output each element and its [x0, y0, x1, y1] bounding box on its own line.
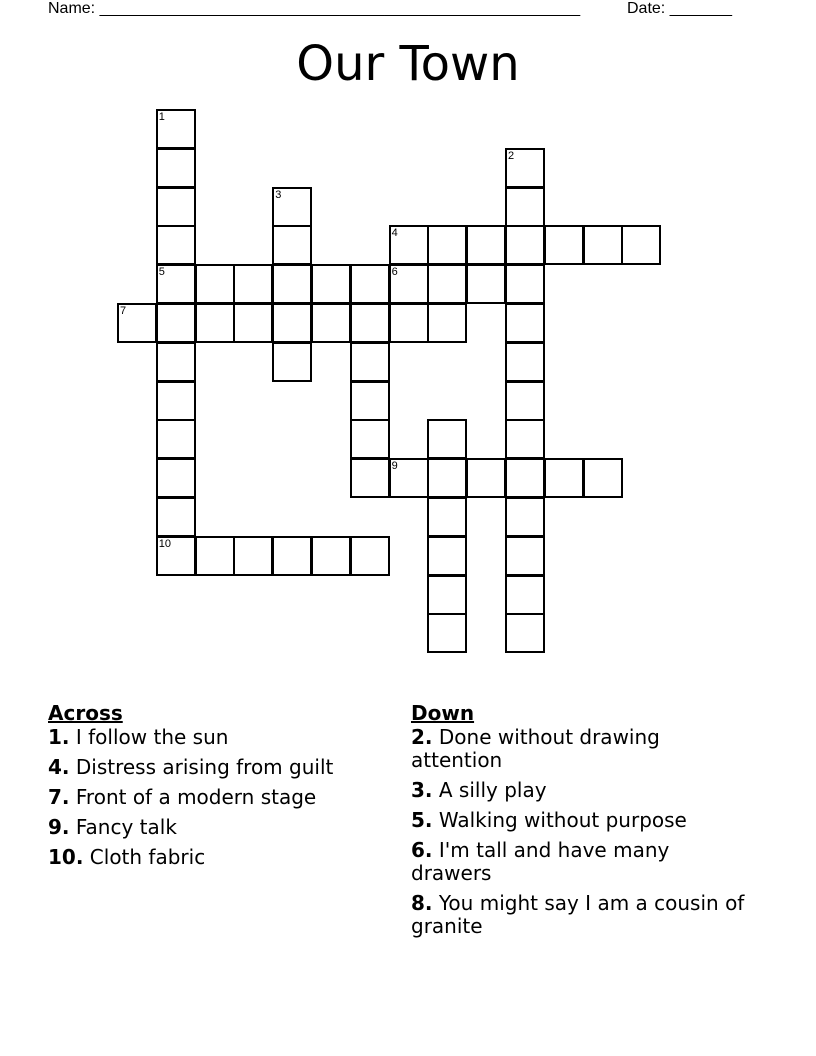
down-clue-5 — [411, 809, 756, 832]
grid-cell[interactable] — [505, 225, 545, 265]
grid-cell[interactable] — [427, 225, 467, 265]
grid-cell[interactable] — [350, 303, 390, 343]
across-heading: Across — [48, 701, 123, 725]
grid-cell[interactable] — [195, 264, 235, 304]
grid-cell[interactable] — [272, 264, 312, 304]
grid-cell[interactable] — [505, 419, 545, 459]
grid-cell[interactable] — [505, 148, 545, 188]
grid-cell[interactable] — [156, 264, 196, 304]
down-clue-list — [411, 726, 756, 938]
grid-cell[interactable] — [350, 264, 390, 304]
grid-cell[interactable] — [156, 342, 196, 382]
clue-text: Fancy talk — [75, 815, 177, 839]
cell-number: 3 — [275, 188, 282, 201]
cell-number: 5 — [158, 266, 165, 279]
clue-number: 1. — [48, 725, 70, 749]
grid-cell[interactable] — [427, 613, 467, 653]
grid-cell[interactable] — [466, 458, 506, 498]
grid-cell[interactable] — [505, 264, 545, 304]
grid-cell[interactable] — [156, 187, 196, 227]
grid-cell[interactable] — [117, 303, 157, 343]
grid-cell[interactable] — [233, 303, 273, 343]
grid-cell[interactable] — [505, 536, 545, 576]
clue-text: Front of a modern stage — [75, 785, 317, 809]
across-clue-list — [48, 726, 388, 869]
cell-number: 9 — [391, 460, 398, 473]
grid-cell[interactable] — [427, 575, 467, 615]
grid-cell[interactable] — [350, 342, 390, 382]
cell-number: 4 — [391, 227, 398, 240]
cell-number: 10 — [158, 537, 172, 550]
grid-cell[interactable] — [311, 264, 351, 304]
grid-cell[interactable] — [272, 187, 312, 227]
grid-cell[interactable] — [544, 225, 584, 265]
clue-number: 9. — [48, 815, 70, 839]
clue-text: You might say I am a cousin of granite — [411, 891, 745, 938]
grid-cell[interactable] — [156, 303, 196, 343]
grid-cell[interactable] — [427, 458, 467, 498]
across-clue-9 — [48, 816, 388, 839]
grid-cell[interactable] — [350, 458, 390, 498]
grid-cell[interactable] — [427, 497, 467, 537]
grid-cell[interactable] — [389, 264, 429, 304]
grid-cell[interactable] — [389, 225, 429, 265]
clue-number: 2. — [411, 725, 433, 749]
grid-cell[interactable] — [272, 342, 312, 382]
clue-number: 4. — [48, 755, 70, 779]
across-clue-7 — [48, 786, 388, 809]
down-clue-6 — [411, 839, 756, 885]
down-clue-8 — [411, 892, 756, 938]
cell-number: 6 — [391, 266, 398, 279]
grid-cell[interactable] — [156, 109, 196, 149]
down-heading: Down — [411, 701, 475, 725]
grid-cell[interactable] — [505, 303, 545, 343]
grid-cell[interactable] — [466, 225, 506, 265]
across-clue-4 — [48, 756, 388, 779]
grid-cell[interactable] — [272, 225, 312, 265]
grid-cell[interactable] — [156, 536, 196, 576]
grid-cell[interactable] — [272, 303, 312, 343]
clue-number: 6. — [411, 838, 433, 862]
grid-cell[interactable] — [350, 536, 390, 576]
name-field-label: Name: ______________________________________________________ — [48, 0, 581, 17]
grid-cell[interactable] — [195, 303, 235, 343]
page-title: Our Town — [296, 36, 520, 92]
clue-text: Walking without purpose — [438, 808, 687, 832]
grid-cell[interactable] — [350, 419, 390, 459]
grid-cell[interactable] — [156, 497, 196, 537]
down-clue-2 — [411, 726, 756, 772]
across-clue-1 — [48, 726, 388, 749]
grid-cell[interactable] — [583, 225, 623, 265]
grid-cell[interactable] — [505, 187, 545, 227]
grid-cell[interactable] — [156, 148, 196, 188]
grid-cell[interactable] — [272, 536, 312, 576]
grid-cell[interactable] — [505, 381, 545, 421]
grid-cell[interactable] — [466, 264, 506, 304]
clue-text: Cloth fabric — [89, 845, 206, 869]
grid-cell[interactable] — [583, 458, 623, 498]
clue-text: A silly play — [438, 778, 547, 802]
grid-cell[interactable] — [311, 536, 351, 576]
grid-cell[interactable] — [427, 303, 467, 343]
clue-number: 7. — [48, 785, 70, 809]
clue-text: I'm tall and have many drawers — [411, 838, 670, 885]
grid-cell[interactable] — [156, 458, 196, 498]
cell-number: 7 — [120, 305, 127, 317]
clue-text: I follow the sun — [75, 725, 229, 749]
grid-cell[interactable] — [544, 458, 584, 498]
down-clue-3 — [411, 779, 756, 802]
grid-cell[interactable] — [389, 458, 429, 498]
grid-cell[interactable] — [621, 225, 661, 265]
cell-number: 2 — [508, 149, 515, 162]
clue-number: 8. — [411, 891, 433, 915]
clue-text: Done without drawing attention — [411, 725, 660, 772]
date-field-label: Date: _______ — [627, 0, 732, 17]
clue-number: 3. — [411, 778, 433, 802]
across-clue-10 — [48, 846, 388, 869]
clue-number: 5. — [411, 808, 433, 832]
clue-text: Distress arising from guilt — [75, 755, 334, 779]
grid-cell[interactable] — [389, 303, 429, 343]
grid-cell[interactable] — [505, 497, 545, 537]
grid-cell[interactable] — [311, 303, 351, 343]
grid-cell[interactable] — [195, 536, 235, 576]
grid-cell[interactable] — [233, 264, 273, 304]
grid-cell[interactable] — [505, 575, 545, 615]
grid-cell[interactable] — [427, 419, 467, 459]
clue-number: 10. — [48, 845, 84, 869]
across-clues — [48, 702, 388, 876]
cell-number: 1 — [158, 111, 165, 123]
grid-cell[interactable] — [505, 458, 545, 498]
grid-cell[interactable] — [350, 381, 390, 421]
grid-cell[interactable] — [233, 536, 273, 576]
grid-cell[interactable] — [156, 225, 196, 265]
grid-cell[interactable] — [505, 342, 545, 382]
down-clues — [411, 702, 756, 945]
grid-cell[interactable] — [427, 264, 467, 304]
grid-cell[interactable] — [427, 536, 467, 576]
grid-cell[interactable] — [156, 419, 196, 459]
grid-cell[interactable] — [505, 613, 545, 653]
grid-cell[interactable] — [156, 381, 196, 421]
